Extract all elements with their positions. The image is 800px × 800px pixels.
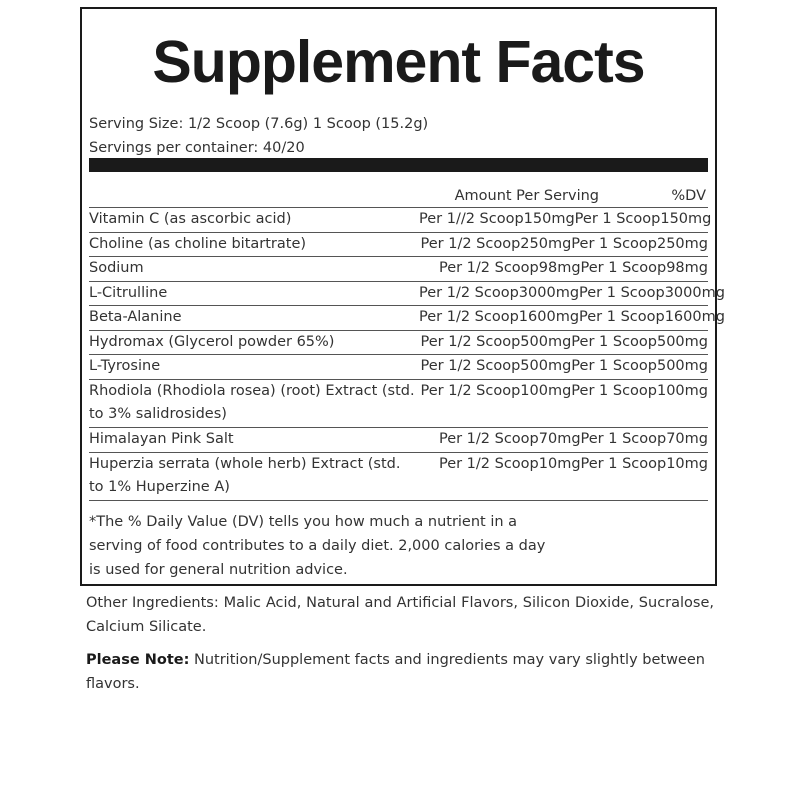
nutrient-name: L-Citrulline (89, 284, 168, 301)
nutrient-name: Beta-Alanine (89, 309, 182, 325)
nutrient-name: Hydromax (Glycerol powder 65%) (89, 333, 335, 350)
header-dv: %DV (671, 188, 706, 204)
nutrient-amount: Per 1/2 Scoop500mgPer 1 Scoop500mg (420, 358, 708, 374)
please-note (86, 648, 714, 696)
table-end-divider (89, 500, 708, 501)
table-row (89, 452, 708, 501)
other-ingredients: Other Ingredients: Malic Acid, Natural and Artificial Flavors, Silicon Dioxide, Sucralose, Calcium Silicate. (86, 595, 714, 635)
note-text: Nutrition/Supplement facts and ingredients may vary slightly between flavors. (86, 652, 705, 692)
servings-per-container: Servings per container: 40/20 (89, 140, 305, 156)
nutrient-amount: Per 1/2 Scoop250mgPer 1 Scoop250mg (420, 235, 708, 252)
nutrient-table (89, 207, 725, 501)
serving-info (89, 112, 428, 160)
nutrient-name: Sodium (89, 260, 144, 276)
nutrient-amount: Per 1/2 Scoop98mgPer 1 Scoop98mg (438, 260, 708, 276)
table-row (89, 207, 712, 232)
nutrient-name: Vitamin C (as ascorbic acid) (89, 211, 292, 227)
nutrient-name: Rhodiola (Rhodiola rosea) (root) Extract (std. to 3% salidrosides) (89, 382, 415, 422)
nutrient-amount: Per 1//2 Scoop150mgPer 1 Scoop150mg (419, 211, 712, 227)
nutrient-amount: Per 1/2 Scoop100mgPer 1 Scoop100mg (420, 382, 708, 399)
table-row (89, 281, 725, 306)
table-row (89, 427, 708, 452)
table-row (89, 330, 708, 355)
nutrient-amount: Per 1/2 Scoop10mgPer 1 Scoop10mg (438, 455, 708, 472)
nutrient-name: Himalayan Pink Salt (89, 431, 234, 447)
nutrient-amount: Per 1/2 Scoop70mgPer 1 Scoop70mg (438, 431, 708, 447)
table-row (89, 256, 708, 281)
supplement-facts-panel (80, 7, 725, 586)
table-row (89, 354, 708, 379)
dv-footnote: *The % Daily Value (DV) tells you how much a nutrient in a serving of food contributes to a daily diet. 2,000 calories a day is used for general nutrition advice. (89, 514, 546, 578)
nutrient-amount: Per 1/2 Scoop3000mgPer 1 Scoop3000mg (419, 284, 725, 301)
nutrient-name: Choline (as choline bitartrate) (89, 235, 307, 252)
nutrient-amount: Per 1/2 Scoop1600mgPer 1 Scoop1600mg (419, 309, 725, 325)
panel-title: Supplement Facts (152, 29, 645, 95)
nutrient-amount: Per 1/2 Scoop500mgPer 1 Scoop500mg (420, 333, 708, 350)
table-row (89, 305, 725, 330)
table-row (89, 379, 708, 428)
serving-size: Serving Size: 1/2 Scoop (7.6g) 1 Scoop (15.2g) (89, 116, 429, 132)
nutrient-name: Huperzia serrata (whole herb) Extract (std. to 1% Huperzine A) (89, 455, 401, 495)
nutrient-name: L-Tyrosine (89, 358, 161, 374)
header-amount: Amount Per Serving (454, 188, 599, 204)
table-row (89, 232, 708, 257)
note-label: Please Note: (86, 652, 190, 668)
thick-divider (89, 158, 708, 172)
table-header (89, 184, 708, 208)
